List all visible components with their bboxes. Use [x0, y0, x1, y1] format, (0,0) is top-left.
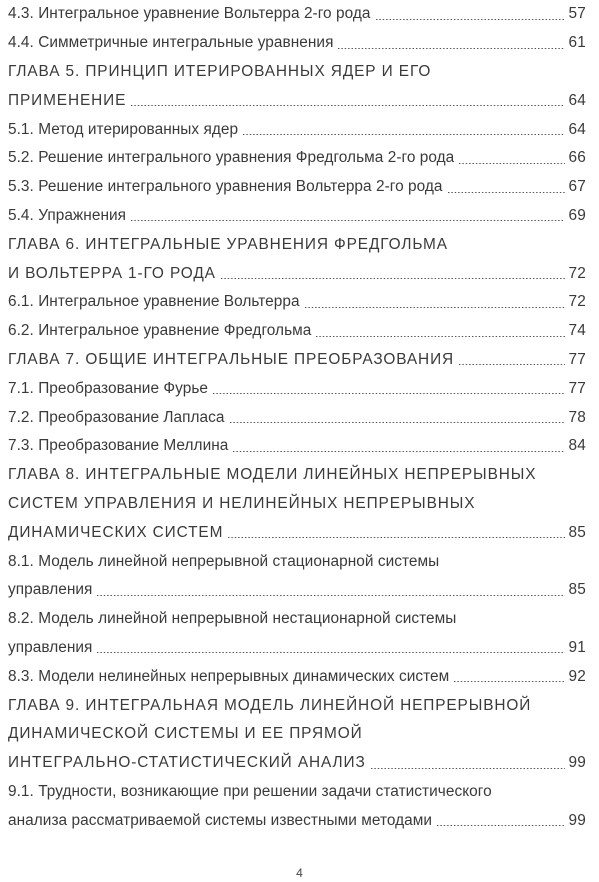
toc-page-number: 77: [568, 379, 586, 397]
toc-entry-title: ГЛАВА 5. ПРИНЦИП ИТЕРИРОВАННЫХ ЯДЕР И ЕГО: [8, 62, 432, 80]
toc-page-number: 67: [568, 178, 586, 196]
toc-chapter-line: [8, 259, 586, 288]
toc-chapter-line: [8, 230, 586, 259]
toc-chapter-line: [8, 518, 586, 547]
toc-entry: [8, 547, 586, 576]
toc-page-number: 74: [568, 322, 586, 340]
toc-entry-title: ПРИМЕНЕНИЕ: [8, 91, 127, 109]
toc-entry-title: 7.3. Преобразование Меллина: [8, 437, 229, 455]
dot-leader: [96, 595, 565, 596]
toc-entry-title: ГЛАВА 6. ИНТЕГРАЛЬНЫЕ УРАВНЕНИЯ ФРЕДГОЛЬМА: [8, 235, 448, 253]
dot-leader: [232, 451, 565, 452]
toc-page-number: 64: [568, 91, 586, 109]
toc-page-number: 85: [568, 523, 586, 541]
toc-entry: [8, 115, 586, 144]
toc-chapter-line: [8, 490, 586, 519]
toc-entry: [8, 806, 586, 835]
dot-leader: [458, 364, 565, 365]
dot-leader: [227, 537, 565, 538]
toc-entry: [8, 605, 586, 634]
toc-entry: [8, 778, 586, 807]
dot-leader: [229, 422, 566, 423]
toc-entry-title: 8.2. Модель линейной непрерывной нестационарной системы: [8, 610, 457, 628]
toc-page-number: 78: [568, 408, 586, 426]
toc-chapter-line: [8, 461, 586, 490]
toc-entry: [8, 432, 586, 461]
dot-leader: [447, 192, 566, 193]
toc-entry-title: 4.3. Интегральное уравнение Вольтерра 2-го рода: [8, 5, 371, 23]
toc-entry-title: СИСТЕМ УПРАВЛЕНИЯ И НЕЛИНЕЙНЫХ НЕПРЕРЫВНЫХ: [8, 494, 476, 512]
toc-entry-title: ИНТЕГРАЛЬНО-СТАТИСТИЧЕСКИЙ АНАЛИЗ: [8, 754, 366, 772]
toc-entry-title: 5.2. Решение интегрального уравнения Фредгольма 2-го рода: [8, 149, 455, 167]
toc-entry-title: 8.3. Модели нелинейных непрерывных динамических систем: [8, 667, 450, 685]
toc-page-number: 77: [568, 350, 586, 368]
toc-page-number: 92: [568, 667, 586, 685]
toc-entry: [8, 403, 586, 432]
toc-entry-title: 7.1. Преобразование Фурье: [8, 379, 208, 397]
toc-entry-title: 4.4. Симметричные интегральные уравнения: [8, 34, 334, 52]
dot-leader: [337, 48, 565, 49]
toc-entry: [8, 288, 586, 317]
dot-leader: [130, 105, 565, 106]
toc-chapter-line: [8, 720, 586, 749]
toc-entry-title: 5.3. Решение интегрального уравнения Вольтерра 2-го рода: [8, 178, 443, 196]
toc-entry: [8, 662, 586, 691]
toc-page-number: 84: [568, 437, 586, 455]
toc-entry-title: 5.4. Упражнения: [8, 206, 127, 224]
dot-leader: [370, 768, 566, 769]
toc-chapter-line: [8, 346, 586, 375]
dot-leader: [242, 134, 565, 135]
dot-leader: [130, 220, 565, 221]
toc-entry-title: 7.2. Преобразование Лапласа: [8, 408, 225, 426]
dot-leader: [436, 825, 565, 826]
toc-entry-title: 6.1. Интегральное уравнение Вольтерра: [8, 293, 300, 311]
toc-entry-title: 8.1. Модель линейной непрерывной стационарной системы: [8, 552, 440, 570]
toc-entry-title: ГЛАВА 8. ИНТЕГРАЛЬНЫЕ МОДЕЛИ ЛИНЕЙНЫХ НЕПРЕРЫВНЫХ: [8, 466, 537, 484]
toc-page-number: 72: [568, 264, 586, 282]
table-of-contents: [8, 0, 586, 835]
toc-page-number: 85: [568, 581, 586, 599]
toc-entry: [8, 374, 586, 403]
toc-chapter-line: [8, 691, 586, 720]
toc-entry: [8, 202, 586, 231]
toc-entry: [8, 634, 586, 663]
dot-leader: [220, 278, 566, 279]
dot-leader: [212, 393, 565, 394]
toc-entry: [8, 144, 586, 173]
toc-chapter-line: [8, 86, 586, 115]
toc-entry: [8, 173, 586, 202]
toc-page-number: 57: [568, 5, 586, 23]
toc-page-number: 69: [568, 206, 586, 224]
toc-entry-title: ДИНАМИЧЕСКИХ СИСТЕМ: [8, 523, 224, 541]
dot-leader: [96, 652, 565, 653]
toc-entry-title: ДИНАМИЧЕСКОЙ СИСТЕМЫ И ЕЕ ПРЯМОЙ: [8, 725, 363, 743]
toc-entry: [8, 0, 586, 29]
dot-leader: [315, 336, 565, 337]
toc-page-number: 72: [568, 293, 586, 311]
toc-page-number: 91: [568, 638, 586, 656]
dot-leader: [458, 163, 565, 164]
toc-entry-title: анализа рассматриваемой системы известными методами: [8, 811, 433, 829]
dot-leader: [453, 681, 565, 682]
toc-entry: [8, 317, 586, 346]
toc-entry: [8, 29, 586, 58]
dot-leader: [304, 307, 566, 308]
toc-entry-title: 9.1. Трудности, возникающие при решении задачи статистического: [8, 782, 492, 800]
dot-leader: [375, 19, 566, 20]
page-number: 4: [296, 866, 303, 880]
toc-page-number: 99: [568, 754, 586, 772]
toc-entry-title: управления: [8, 581, 93, 599]
toc-chapter-line: [8, 58, 586, 87]
toc-entry-title: ГЛАВА 9. ИНТЕГРАЛЬНАЯ МОДЕЛЬ ЛИНЕЙНОЙ НЕПРЕРЫВНОЙ: [8, 696, 532, 714]
toc-entry-title: управления: [8, 638, 93, 656]
toc-page-number: 64: [568, 120, 586, 138]
toc-entry-title: ГЛАВА 7. ОБЩИЕ ИНТЕГРАЛЬНЫЕ ПРЕОБРАЗОВАНИЯ: [8, 350, 455, 368]
toc-entry: [8, 576, 586, 605]
toc-page-number: 99: [568, 811, 586, 829]
toc-page-number: 61: [568, 34, 586, 52]
toc-entry-title: 6.2. Интегральное уравнение Фредгольма: [8, 322, 312, 340]
toc-page-number: 66: [568, 149, 586, 167]
toc-entry-title: 5.1. Метод итерированных ядер: [8, 120, 239, 138]
toc-chapter-line: [8, 749, 586, 778]
toc-entry-title: И ВОЛЬТЕРРА 1-ГО РОДА: [8, 264, 216, 282]
